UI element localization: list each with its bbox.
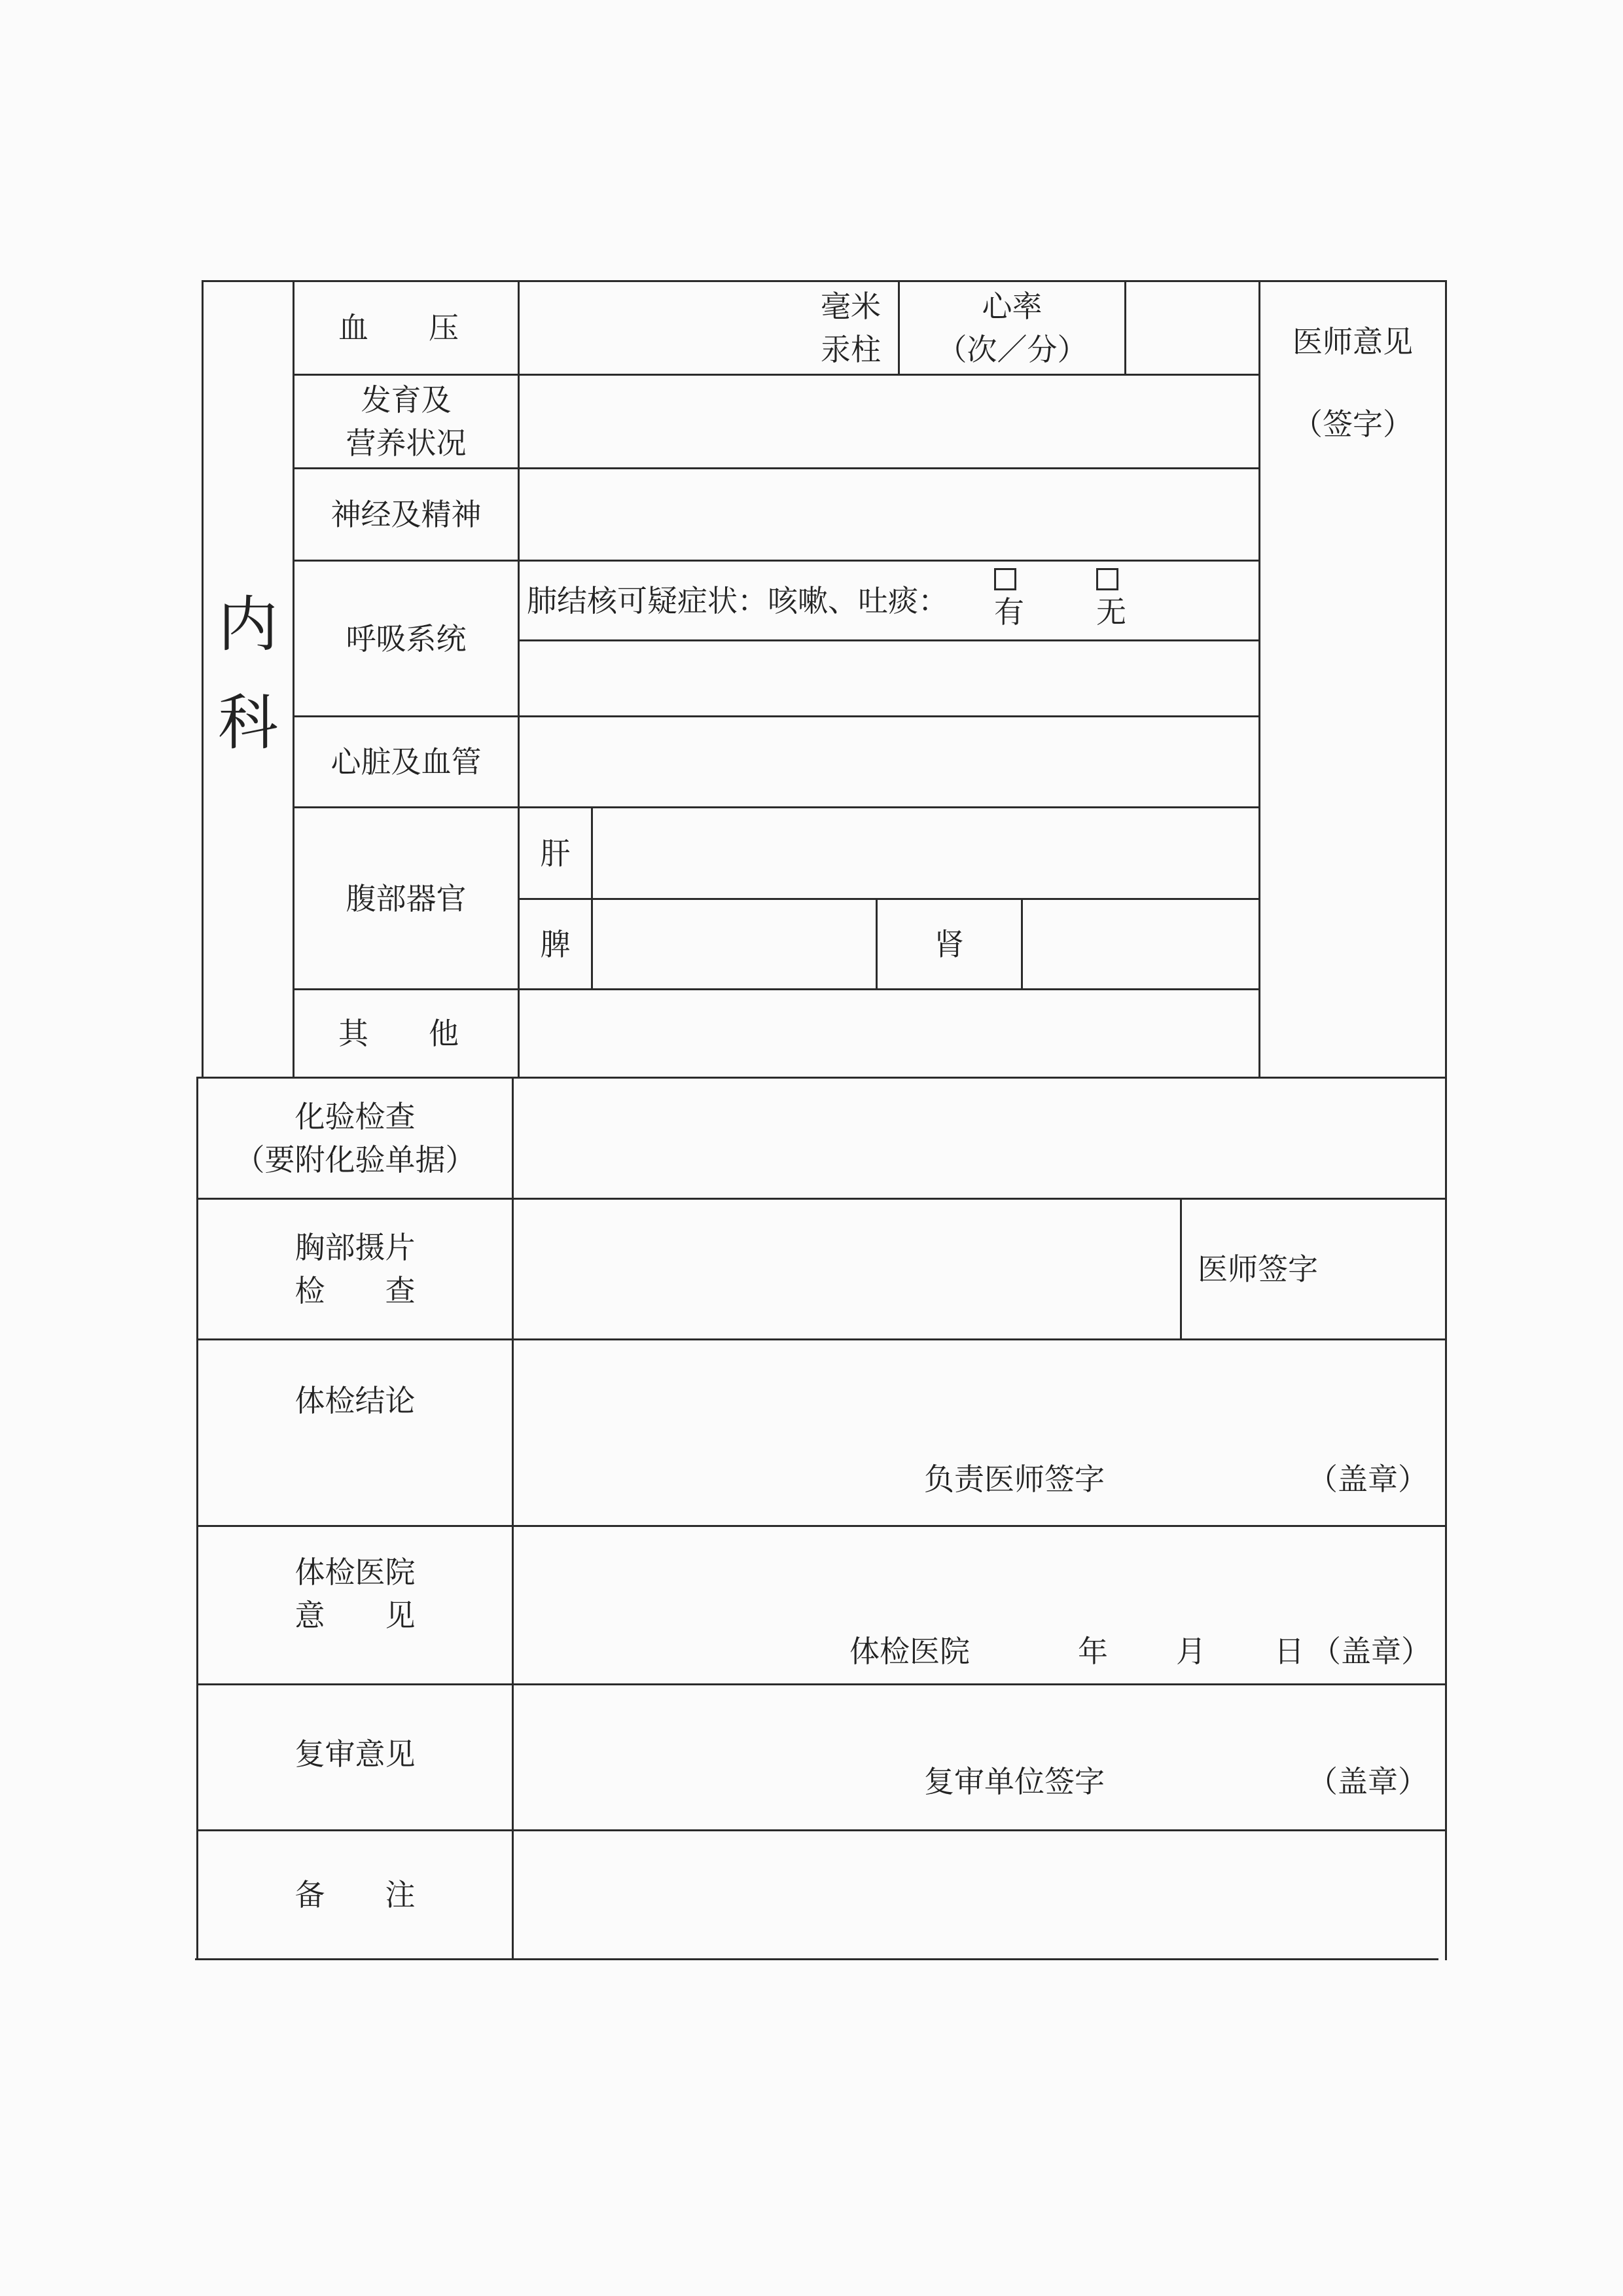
neuro-label: 神经及精神 <box>330 497 482 532</box>
development-line1: 发育及 <box>361 382 452 418</box>
divider-abd-label <box>591 806 593 988</box>
review-signature: 复审单位签字 <box>924 1764 1105 1799</box>
border-bottom <box>195 1958 1438 1960</box>
border-right <box>1445 280 1447 1960</box>
remarks-label: 备 注 <box>294 1877 416 1912</box>
respiratory-label: 呼吸系统 <box>346 620 467 656</box>
tb-question: 肺结核可疑症状：咳嗽、吐痰： <box>527 583 948 619</box>
divider-label-lower <box>512 1077 514 1960</box>
tb-yes-label: 有 <box>994 594 1024 630</box>
lab-line1: 化验检查 <box>294 1099 416 1134</box>
tb-no-label: 无 <box>1096 594 1126 630</box>
section-title-line2: 科 <box>217 688 278 758</box>
bp-unit <box>812 282 890 374</box>
divider-abd-kidney <box>1021 898 1023 988</box>
hospital-line1: 体检医院 <box>294 1554 416 1590</box>
heart-rate-line2: （次／分） <box>936 332 1088 367</box>
heart-rate-label <box>900 282 1124 374</box>
development-line2: 营养状况 <box>346 425 467 461</box>
chest-signature: 医师签字 <box>1198 1251 1318 1287</box>
conclusion-label: 体检结论 <box>294 1383 416 1418</box>
lab-label <box>198 1079 512 1198</box>
cardio-label: 心脏及血管 <box>330 744 482 780</box>
row-line-10 <box>198 1525 1445 1527</box>
heart-rate-line1: 心率 <box>982 289 1043 324</box>
doctor-opinion-line1: 医师意见 <box>1293 324 1413 359</box>
chest-line1: 胸部摄片 <box>294 1230 416 1265</box>
tb-yes-option[interactable] <box>994 568 1024 634</box>
tb-question-row <box>527 562 1253 639</box>
chest-label <box>198 1200 512 1338</box>
liver-label: 肝 <box>540 835 571 871</box>
kidney-label: 肾 <box>934 926 965 962</box>
doctor-opinion <box>1260 321 1445 445</box>
tb-no-checkbox[interactable] <box>1096 568 1118 590</box>
conclusion-seal: （盖章） <box>1308 1462 1428 1497</box>
bp-unit-line1: 毫米 <box>821 289 881 324</box>
bp-unit-line2: 汞柱 <box>821 332 881 367</box>
development-label <box>294 376 518 467</box>
tb-yes-checkbox[interactable] <box>994 568 1016 590</box>
divider-bp-rate <box>1124 280 1126 375</box>
hospital-line2: 意 见 <box>294 1598 416 1633</box>
row-line-11 <box>198 1683 1445 1685</box>
doctor-opinion-line2: （签字） <box>1293 406 1413 442</box>
section-title-line1: 内 <box>217 590 278 660</box>
lab-line2: （要附化验单据） <box>234 1142 476 1177</box>
row-line-9 <box>198 1338 1445 1340</box>
review-seal: （盖章） <box>1308 1764 1428 1799</box>
hospital-label <box>198 1535 512 1653</box>
hospital-name: 体检医院 <box>849 1634 970 1669</box>
abdomen-label: 腹部器官 <box>346 880 467 916</box>
spleen-label: 脾 <box>540 926 571 962</box>
other-label: 其 他 <box>338 1016 474 1051</box>
hospital-year: 年 <box>1078 1634 1108 1669</box>
row-line-resp <box>518 639 1258 641</box>
hospital-month: 月 <box>1176 1634 1206 1669</box>
hospital-day: 日 <box>1274 1634 1304 1669</box>
bp-label: 血 压 <box>338 310 474 346</box>
conclusion-signature: 负责医师签字 <box>924 1462 1105 1497</box>
divider-chest-sign <box>1180 1200 1182 1340</box>
section-title <box>204 524 293 825</box>
tb-no-option[interactable] <box>1096 568 1126 634</box>
hospital-seal: （盖章） <box>1311 1634 1431 1669</box>
review-label: 复审意见 <box>294 1736 416 1772</box>
chest-line2: 检 查 <box>294 1273 416 1308</box>
